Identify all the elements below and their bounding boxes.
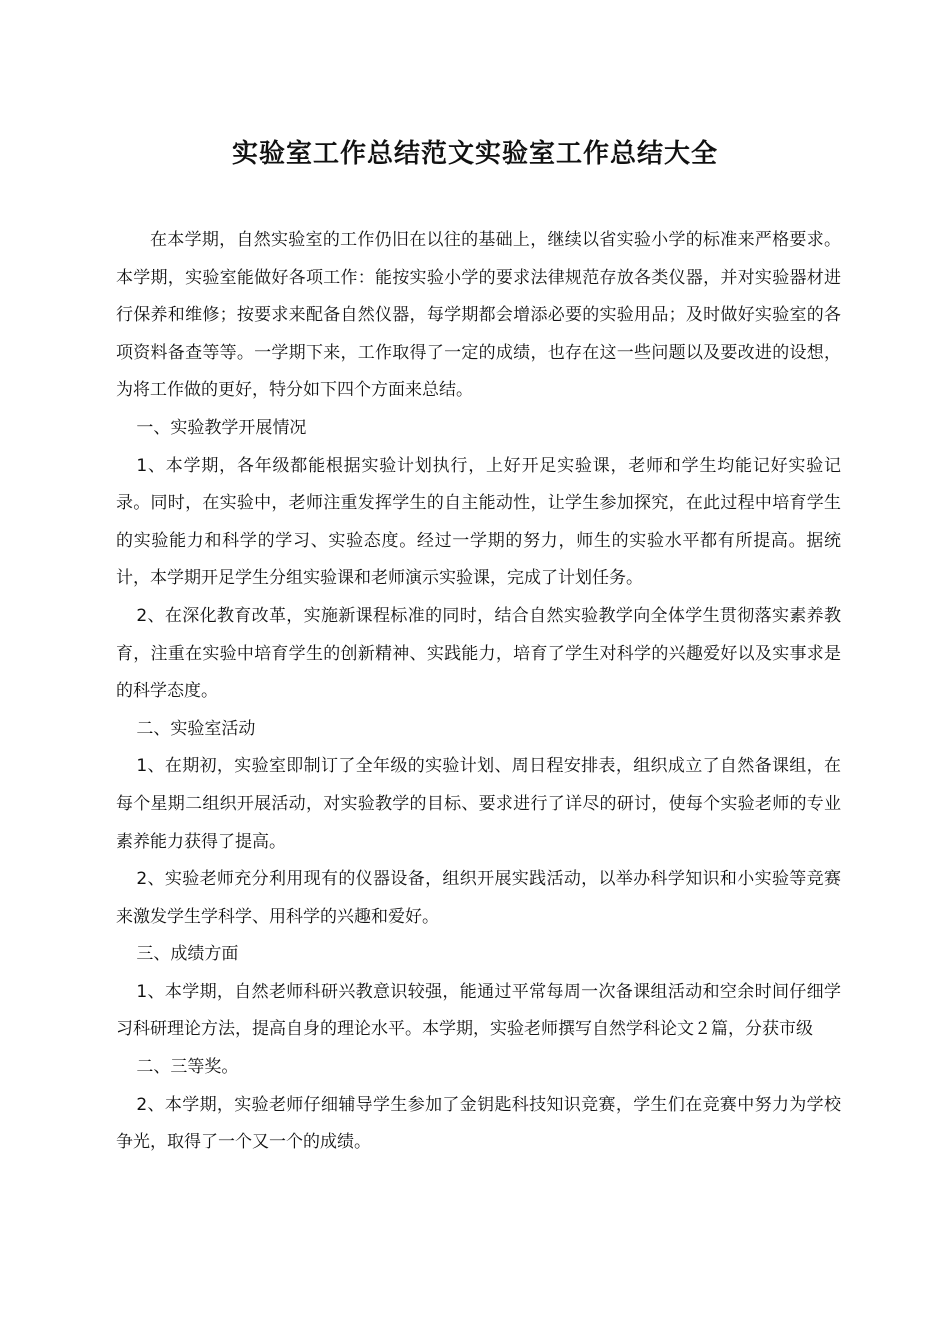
section-3-item-1: 1、本学期，自然老师科研兴教意识较强，能通过平常每周一次备课组活动和空余时间仔细学习科研理论方法，提高自身的理论水平。本学期，实验老师撰写自然学科论文２篇，分获市级 bbox=[116, 981, 841, 1040]
section-3-item-2: 2、本学期，实验老师仔细辅导学生参加了金钥匙科技知识竞赛，学生们在竞赛中努力为学校争光，取得了一个又一个的成绩。 bbox=[116, 1094, 841, 1153]
section-2-item-1: 1、在期初，实验室即制订了全年级的实验计划、周日程安排表，组织成立了自然备课组，在每个星期二组织开展活动，对实验教学的目标、要求进行了详尽的研讨，使每个实验老师的专业素养能力获得了提高。 bbox=[116, 756, 841, 852]
section-1-item-2: 2、在深化教育改革，实施新课程标准的同时，结合自然实验教学向全体学生贯彻落实素养教育，注重在实验中培育学生的创新精神、实践能力，培育了学生对科学的兴趣爱好以及实事求是的科学态度。 bbox=[116, 605, 841, 702]
section-1-item-1: 1、本学期，各年级都能根据实验计划执行，上好开足实验课，老师和学生均能记好实验记录。同时，在实验中，老师注重发挥学生的自主能动性，让学生参加探究，在此过程中培育学生的实验能力和科学的学习、实验态度。经过一学期的努力，师生的实验水平都有所提高。据统计，本学期开足学生分组实验课和老师演示实验课，完成了计划任务。 bbox=[116, 455, 841, 589]
document-body bbox=[116, 222, 841, 1162]
section-2-item-2: 2、实验老师充分利用现有的仪器设备，组织开展实践活动，以举办科学知识和小实验等竞赛来激发学生学科学、用科学的兴趣和爱好。 bbox=[116, 869, 841, 927]
section-heading-1: 一、实验教学开展情况 bbox=[136, 417, 307, 438]
section-heading-2: 二、实验室活动 bbox=[136, 718, 256, 739]
section-heading-3: 三、成绩方面 bbox=[136, 944, 239, 965]
document-title: 实验室工作总结范文实验室工作总结大全 bbox=[231, 139, 718, 169]
section-3-continuation: 二、三等奖。 bbox=[136, 1057, 239, 1078]
intro-paragraph: 在本学期，自然实验室的工作仍旧在以往的基础上，继续以省实验小学的标准来严格要求。本学期，实验室能做好各项工作：能按实验小学的要求法律规范存放各类仪器，并对实验器材进行保养和维修；按要求来配备自然仪器，每学期都会增添必要的实验用品；及时做好实验室的各项资料备查等等。一学期下来，工作取得了一定的成绩，也存在这一些问题以及要改进的设想，为将工作做的更好，特分如下四个方面来总结。 bbox=[116, 230, 841, 401]
